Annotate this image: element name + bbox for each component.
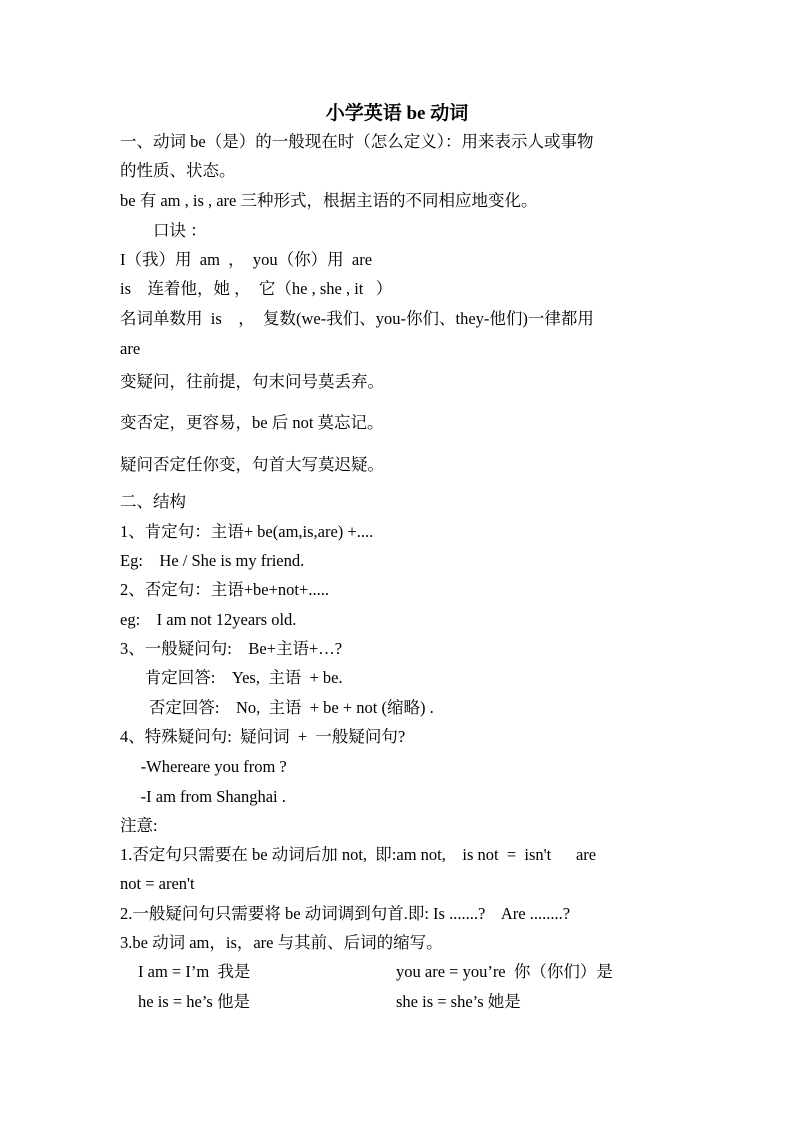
text-line: -Whereare you from ? — [120, 757, 287, 776]
text-line: 3.be 动词 am，is，are 与其前、后词的缩写。 — [120, 933, 443, 952]
section-heading: 注意: — [120, 816, 158, 835]
text-line: is 连着他，她 ， 它（he , she , it ） — [120, 279, 393, 298]
contraction-left: I am = I’m 我是 — [138, 962, 251, 981]
text-line: not = aren't — [120, 874, 195, 893]
text-line: 2、否定句：主语+be+not+..... — [120, 580, 329, 599]
text-line: are — [120, 339, 141, 358]
contraction-right: you are = you’re 你（你们）是 — [396, 962, 613, 981]
text-line: 的性质、状态。 — [120, 161, 236, 180]
text-line: 1.否定句只需要在 be 动词后加 not, 即:am not, is not = isn't are — [120, 845, 597, 864]
text-line: 2.一般疑问句只需要将 be 动词调到句首.即: Is .......? Are ........? — [120, 904, 571, 923]
text-line: 一、动词 be（是）的一般现在时（怎么定义）：用来表示人或事物 — [120, 132, 594, 151]
text-line: 口诀 ： — [120, 221, 207, 240]
text-line: 1、肯定句：主语+ be(am,is,are) +.... — [120, 522, 374, 541]
text-line: be 有 am , is , are 三种形式，根据主语的不同相应地变化。 — [120, 191, 538, 210]
contraction-left: he is = he’s 他是 — [138, 992, 250, 1011]
document-title: 小学英语 be 动词 — [325, 103, 469, 124]
text-line: 变否定，更容易，be 后 not 莫忘记。 — [120, 413, 384, 432]
section-heading: 二、结构 — [120, 492, 186, 511]
text-line: -I am from Shanghai . — [120, 787, 286, 806]
text-line: I（我）用 am ， you（你）用 are — [120, 250, 373, 269]
text-line: eg: I am not 12years old. — [120, 610, 297, 629]
text-line: 4、特殊疑问句: 疑问词 + 一般疑问句? — [120, 727, 406, 746]
text-line: 否定回答: No, 主语 + be + not (缩略) . — [120, 698, 434, 717]
text-line: 变疑问，往前提，句末问号莫丢弃。 — [120, 372, 384, 391]
text-line: 肯定回答: Yes, 主语 + be. — [120, 668, 343, 687]
text-line: 3、一般疑问句: Be+主语+…? — [120, 639, 343, 658]
text-line: 疑问否定任你变，句首大写莫迟疑。 — [120, 455, 384, 474]
contraction-right: she is = she’s 她是 — [396, 992, 521, 1011]
text-line: 名词单数用 is ， 复数(we-我们、you-你们、they-他们)一律都用 — [120, 309, 594, 328]
text-line: Eg: He / She is my friend. — [120, 551, 305, 570]
